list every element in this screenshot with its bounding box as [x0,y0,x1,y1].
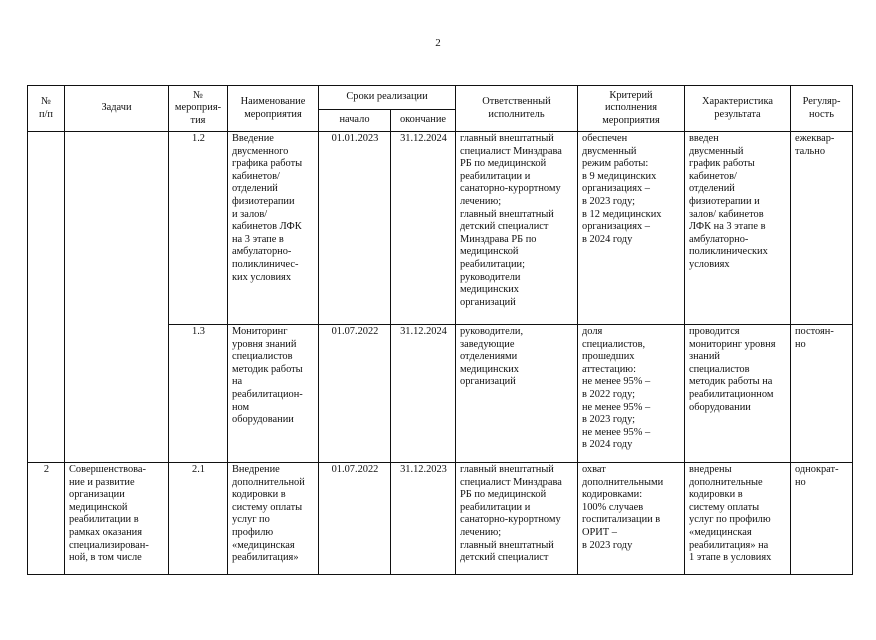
header-name: Наименование мероприятия [228,86,319,132]
header-measure-num: № мероприя- тия [169,86,228,132]
table-row [28,132,853,325]
header-start: начало [319,110,391,132]
header-criterion: Критерий исполнения мероприятия [578,86,685,132]
header-regularity: Регуляр- ность [791,86,853,132]
cell-end: 31.12.2024 [391,132,456,325]
cell-criterion: охват дополнительными кодировками: 100% случаев госпитализации в ОРИТ – в 2023 году [578,463,685,575]
header-num: № п/п [28,86,65,132]
cell-executor: руководители, заведующие отделениями медицинских организаций [456,325,578,463]
header-row [28,86,853,110]
header-end: окончание [391,110,456,132]
cell-name: Мониторинг уровня знаний специалистов методик работы на реабилитацион- ном оборудовании [228,325,319,463]
cell-result: введен двусменный график работы кабинетов/ отделений физиотерапии и залов/ кабинетов ЛФК на 3 этапе в амбулаторно- поликлинических условиях [685,132,791,325]
cell-executor: главный внештатный специалист Минздрава РБ по медицинской реабилитации и санаторно-курортному лечению; главный внештатный детский специалист [456,463,578,575]
header-terms: Сроки реализации [319,86,456,110]
header-tasks: Задачи [65,86,169,132]
measures-table [27,85,853,575]
cell-measure-num: 1.2 [169,132,228,325]
cell-task [65,132,169,463]
cell-result: внедрены дополнительные кодировки в систему оплаты услуг по профилю «медицинская реабилитация» на 1 этапе в условиях [685,463,791,575]
cell-criterion: обеспечен двусменный режим работы: в 9 медицинских организациях – в 2023 году; в 12 медицинских организациях – в 2024 году [578,132,685,325]
cell-num: 2 [28,463,65,575]
cell-result: проводится мониторинг уровня знаний специалистов методик работы на реабилитационном оборудовании [685,325,791,463]
cell-criterion: доля специалистов, прошедших аттестацию: не менее 95% – в 2022 году; не менее 95% – в 2023 году; не менее 95% – в 2024 году [578,325,685,463]
cell-measure-num: 1.3 [169,325,228,463]
cell-measure-num: 2.1 [169,463,228,575]
cell-regularity: ежеквар- тально [791,132,853,325]
cell-num [28,132,65,463]
header-executor: Ответственный исполнитель [456,86,578,132]
cell-executor: главный внештатный специалист Минздрава РБ по медицинской реабилитации и санаторно-курортному лечению; главный внештатный детский специалист Минздрава РБ по медицинской реабилитации; руководители медицинских организаций [456,132,578,325]
table-row [28,463,853,575]
cell-start: 01.07.2022 [319,463,391,575]
cell-end: 31.12.2023 [391,463,456,575]
cell-regularity: постоян- но [791,325,853,463]
cell-task: Совершенствова- ние и развитие организации медицинской реабилитации в рамках оказания специализирован- ной, в том числе [65,463,169,575]
cell-end: 31.12.2024 [391,325,456,463]
cell-name: Введение двусменного графика работы кабинетов/ отделений физиотерапии и залов/ кабинетов ЛФК на 3 этапе в амбулаторно- поликлиничес- ких условиях [228,132,319,325]
cell-name: Внедрение дополнительной кодировки в систему оплаты услуг по профилю «медицинская реабилитация» [228,463,319,575]
cell-start: 01.07.2022 [319,325,391,463]
page-number: 2 [435,37,441,49]
cell-regularity: однократ- но [791,463,853,575]
header-result: Характеристика результата [685,86,791,132]
cell-start: 01.01.2023 [319,132,391,325]
